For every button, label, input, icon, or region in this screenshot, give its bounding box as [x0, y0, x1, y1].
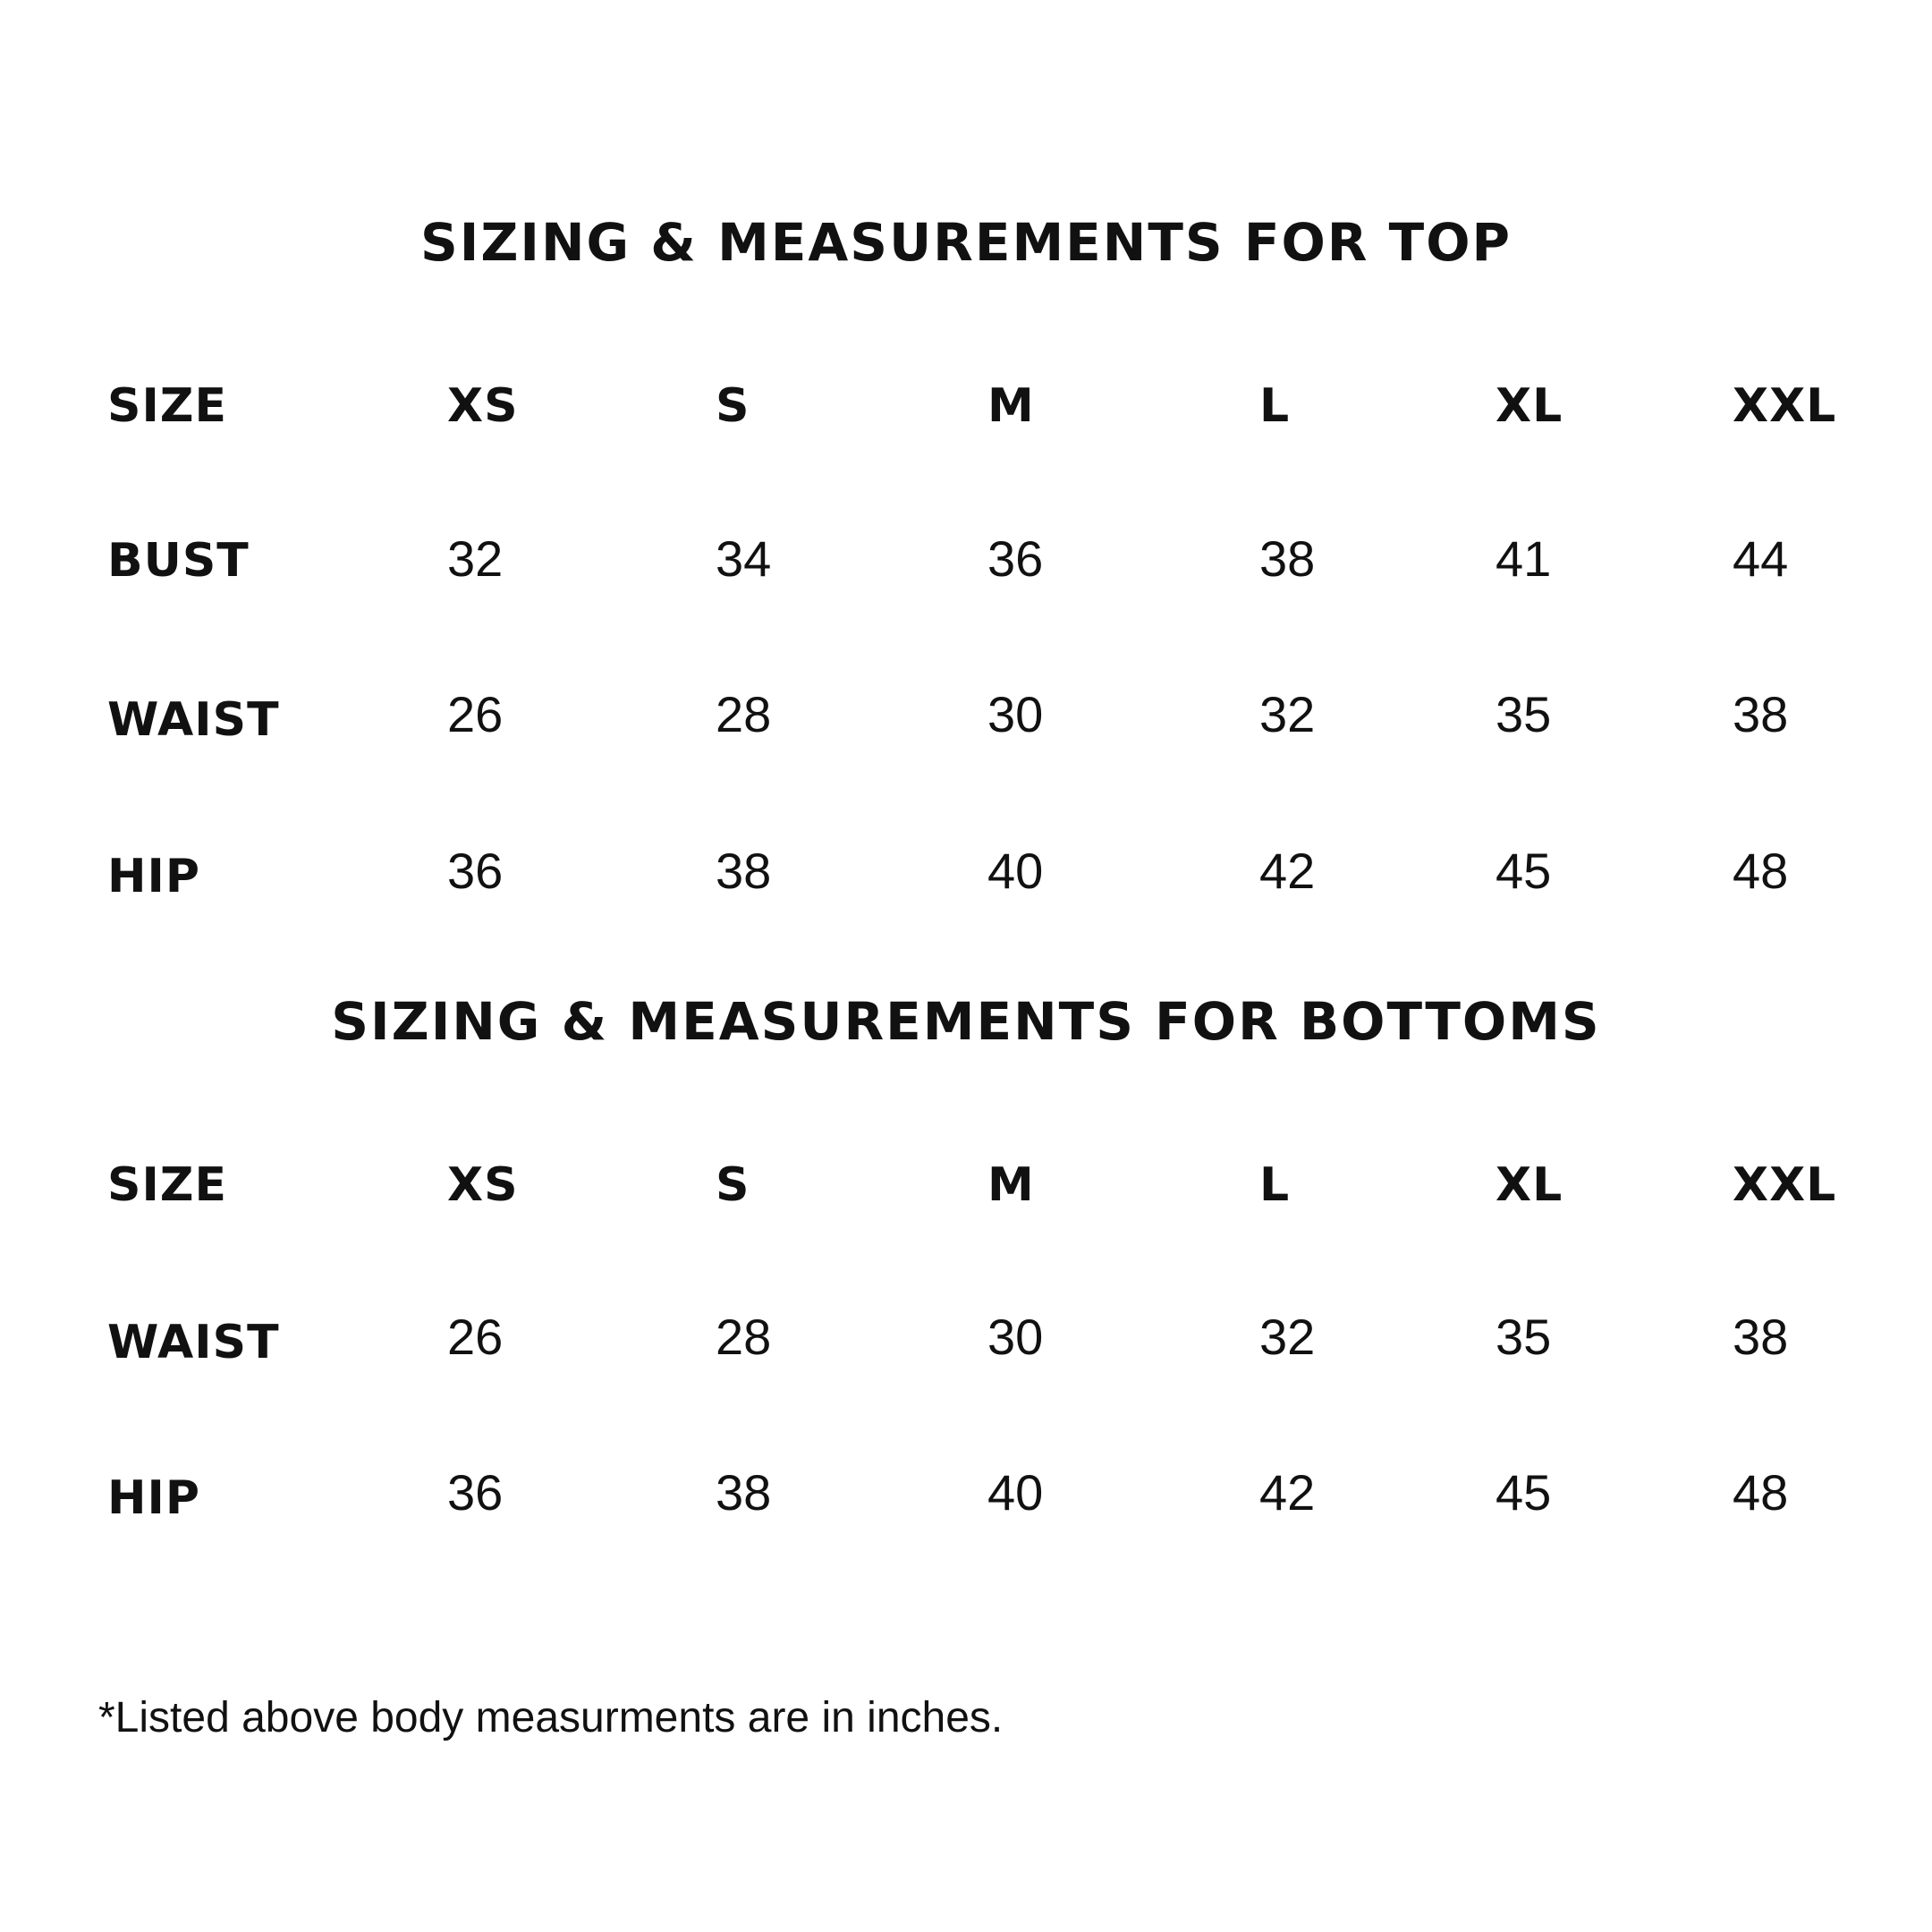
top-header-row — [0, 379, 1932, 454]
header-l: L — [1259, 379, 1291, 433]
value-xs: 32 — [447, 530, 504, 587]
value-m: 36 — [987, 530, 1044, 587]
value-xxl: 48 — [1733, 1464, 1789, 1521]
row-label: HIP — [107, 850, 200, 903]
top-row-waist — [0, 686, 1932, 761]
value-xl: 45 — [1496, 843, 1552, 899]
value-s: 38 — [716, 843, 772, 899]
bottoms-row-hip — [0, 1464, 1932, 1539]
row-label: BUST — [107, 534, 250, 588]
header-xxl: XXL — [1733, 1158, 1837, 1212]
top-row-hip — [0, 843, 1932, 918]
value-xxl: 48 — [1733, 843, 1789, 899]
value-m: 30 — [987, 686, 1044, 742]
value-xl: 35 — [1496, 1309, 1552, 1365]
value-xxl: 38 — [1733, 1309, 1789, 1365]
value-l: 42 — [1259, 1464, 1316, 1521]
value-m: 40 — [987, 1464, 1044, 1521]
value-l: 38 — [1259, 530, 1316, 587]
value-s: 28 — [716, 1309, 772, 1365]
header-s: S — [716, 1158, 750, 1212]
value-xl: 45 — [1496, 1464, 1552, 1521]
header-xxl: XXL — [1733, 379, 1837, 433]
top-row-bust — [0, 530, 1932, 606]
value-s: 38 — [716, 1464, 772, 1521]
bottoms-header-row — [0, 1158, 1932, 1233]
value-xs: 36 — [447, 1464, 504, 1521]
value-l: 32 — [1259, 1309, 1316, 1365]
value-xxl: 38 — [1733, 686, 1789, 742]
value-xs: 26 — [447, 686, 504, 742]
header-xs: XS — [447, 1158, 519, 1212]
value-m: 40 — [987, 843, 1044, 899]
header-xs: XS — [447, 379, 519, 433]
value-m: 30 — [987, 1309, 1044, 1365]
value-l: 32 — [1259, 686, 1316, 742]
value-l: 42 — [1259, 843, 1316, 899]
top-table-title: SIZING & MEASUREMENTS FOR TOP — [419, 212, 1513, 273]
row-label: WAIST — [107, 1316, 280, 1369]
bottoms-row-waist — [0, 1309, 1932, 1384]
value-s: 28 — [716, 686, 772, 742]
value-s: 34 — [716, 530, 772, 587]
header-m: M — [987, 379, 1035, 433]
value-xl: 41 — [1496, 530, 1552, 587]
header-l: L — [1259, 1158, 1291, 1212]
value-xs: 36 — [447, 843, 504, 899]
header-xl: XL — [1496, 379, 1563, 433]
header-xl: XL — [1496, 1158, 1563, 1212]
header-size-label: SIZE — [107, 379, 228, 433]
footnote: *Listed above body measurments are in inches. — [98, 1694, 1004, 1741]
row-label: HIP — [107, 1471, 200, 1525]
header-s: S — [716, 379, 750, 433]
value-xxl: 44 — [1733, 530, 1789, 587]
value-xl: 35 — [1496, 686, 1552, 742]
bottoms-table-title: SIZING & MEASUREMENTS FOR BOTTOMS — [331, 991, 1601, 1052]
row-label: WAIST — [107, 693, 280, 747]
value-xs: 26 — [447, 1309, 504, 1365]
header-m: M — [987, 1158, 1035, 1212]
header-size-label: SIZE — [107, 1158, 228, 1212]
